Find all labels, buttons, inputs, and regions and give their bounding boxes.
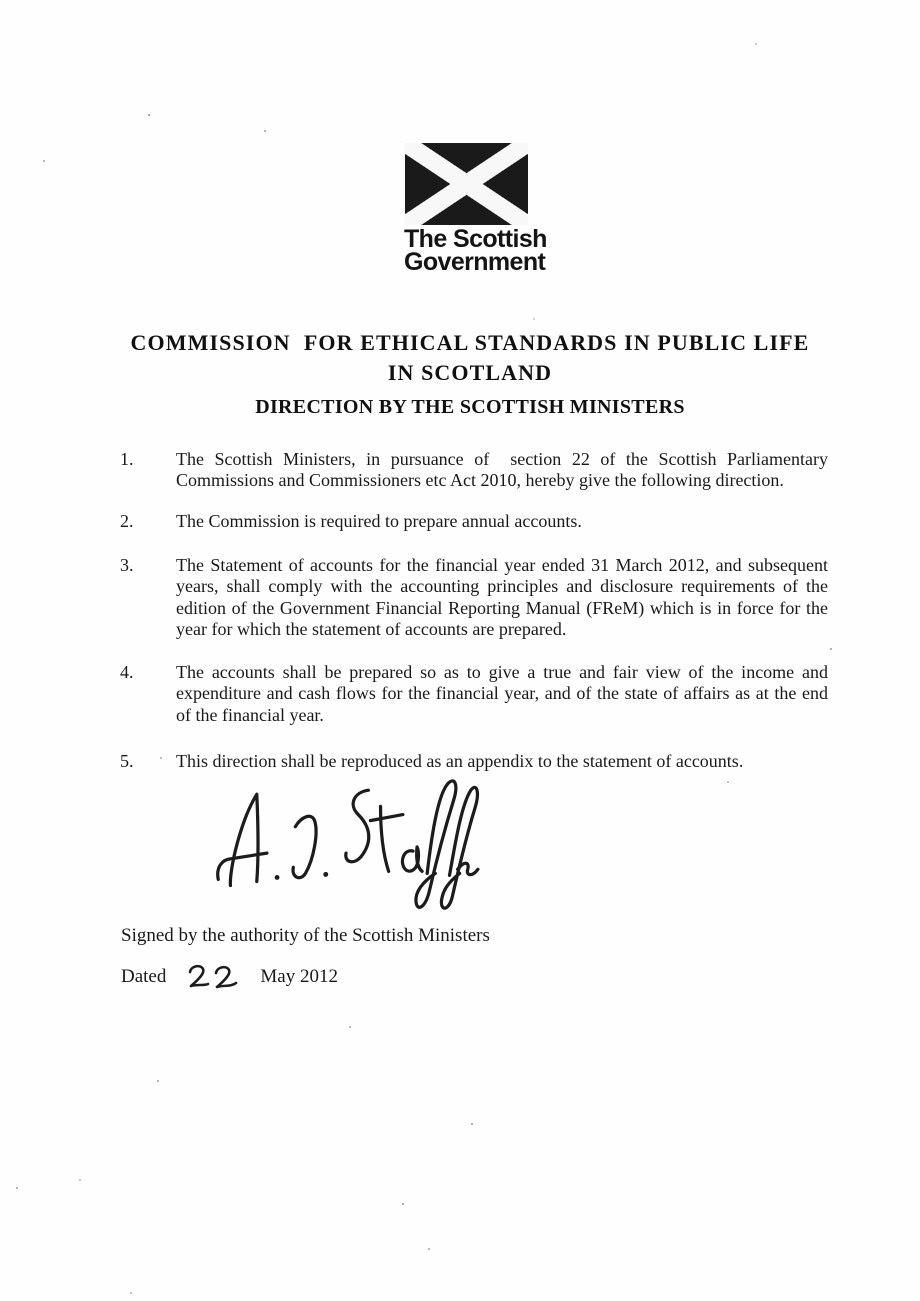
logo-line2: Government — [404, 247, 546, 276]
paragraph-1-text: The Scottish Ministers, in pursuance of section 22 of the Scottish Parliamentary Commissions and Commissioners etc Act 2010, hereby give the following direction. — [176, 449, 833, 491]
paragraph-1 — [120, 449, 833, 492]
paragraph-2-number: 2. — [120, 511, 134, 531]
paragraph-4-number: 4. — [120, 662, 134, 682]
title-line2: IN SCOTLAND — [387, 360, 553, 385]
paragraph-3-text: The Statement of accounts for the financial year ended 31 March 2012, and subsequent years, shall comply with the accounting principles and disclosure requirements of the edition of the Government Financial Reporting Manual (FReM) which is in force for the year for which the statement of accounts are prepared. — [176, 555, 833, 639]
document-title — [120, 328, 820, 388]
paragraph-4 — [120, 662, 833, 726]
paragraph-1-number: 1. — [120, 449, 134, 469]
document-subtitle: DIRECTION BY THE SCOTTISH MINISTERS — [255, 396, 685, 418]
paragraph-5-number: 5. — [120, 751, 134, 771]
paragraph-2-text: The Commission is required to prepare annual accounts. — [176, 511, 582, 531]
paragraph-3-number: 3. — [120, 555, 134, 575]
paragraph-5 — [120, 751, 828, 772]
scan-noise — [0, 0, 2, 2]
signature-handwriting — [206, 776, 480, 918]
logo-line1: The Scottish — [404, 225, 547, 253]
paragraph-4-text: The accounts shall be prepared so as to give a true and fair view of the income and expenditure and cash flows for the financial year, and of the state of affairs as at the end of the financial year. — [176, 662, 833, 725]
saltire-flag-icon — [405, 143, 528, 225]
handwritten-day — [184, 962, 242, 994]
dated-line — [121, 960, 338, 994]
signed-by-line: Signed by the authority of the Scottish Ministers — [121, 925, 490, 946]
title-line1: COMMISSION FOR ETHICAL STANDARDS IN PUBLIC LIFE — [130, 330, 810, 355]
paragraph-2 — [120, 511, 828, 532]
dated-rest: May 2012 — [260, 966, 338, 987]
paragraph-5-text: This direction shall be reproduced as an appendix to the statement of accounts. — [176, 751, 744, 771]
paragraph-3 — [120, 555, 833, 640]
dated-label: Dated — [121, 966, 167, 987]
scottish-government-logo — [404, 225, 547, 276]
